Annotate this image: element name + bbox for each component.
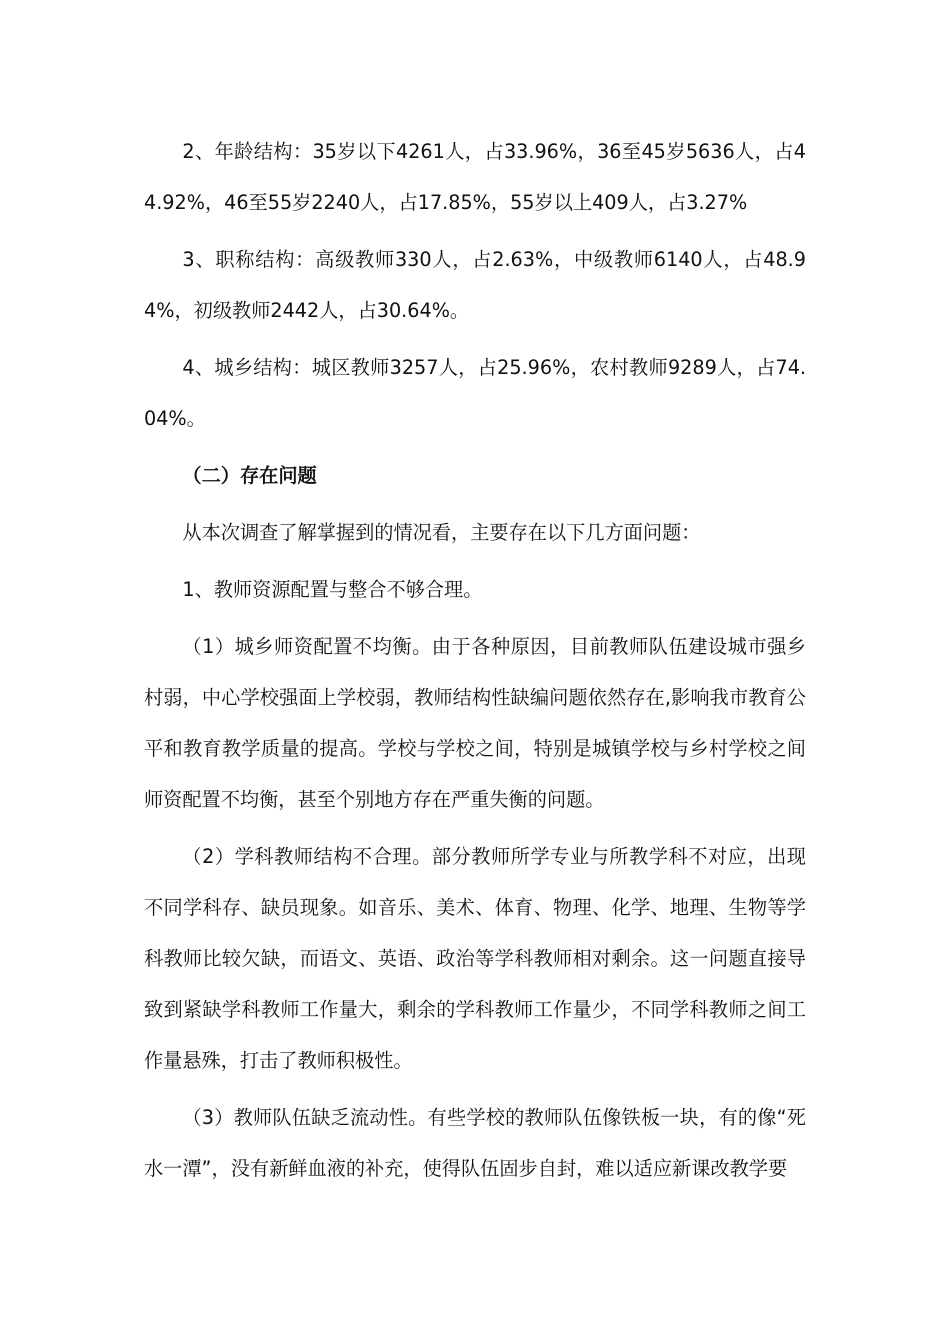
section-heading: （二）存在问题 — [182, 464, 317, 487]
paragraph-title-structure: 3、职称结构：高级教师330人，占2.63%，中级教师6140人，占48.94%，初级教师2442人，占30.64%。 — [144, 248, 806, 322]
paragraph-urban-rural-structure: 4、城乡结构：城区教师3257人，占25.96%，农村教师9289人，占74.04%。 — [144, 356, 806, 430]
paragraph-issue-1: 1、教师资源配置与整合不够合理。 — [182, 578, 483, 601]
paragraph-issue-1-2: （2）学科教师结构不合理。部分教师所学专业与所教学科不对应，出现不同学科存、缺员现象。如音乐、美术、体育、物理、化学、地理、生物等学科教师比较欠缺，而语文、英语、政治等学科教师相对剩余。这一问题直接导致到紧缺学科教师工作量大，剩余的学科教师工作量少，不同学科教师之间工作量悬殊，打击了教师积极性。 — [144, 845, 806, 1072]
paragraph-age-structure: 2、年龄结构：35岁以下4261人，占33.96%，36至45岁5636人，占44.92%，46至55岁2240人，占17.85%，55岁以上409人，占3.27% — [144, 140, 806, 214]
paragraph-issue-1-3: （3）教师队伍缺乏流动性。有些学校的教师队伍像铁板一块，有的像“死水一潭”，没有新鲜血液的补充，使得队伍固步自封，难以适应新课改教学要 — [144, 1106, 806, 1180]
paragraph-intro: 从本次调查了解掌握到的情况看，主要存在以下几方面问题： — [182, 521, 701, 544]
document-body — [144, 126, 806, 1200]
paragraph-issue-1-1: （1）城乡师资配置不均衡。由于各种原因，目前教师队伍建设城市强乡村弱，中心学校强面上学校弱，教师结构性缺编问题依然存在,影响我市教育公平和教育教学质量的提高。学校与学校之间，特别是城镇学校与乡村学校之间师资配置不均衡，甚至个别地方存在严重失衡的问题。 — [144, 635, 806, 811]
